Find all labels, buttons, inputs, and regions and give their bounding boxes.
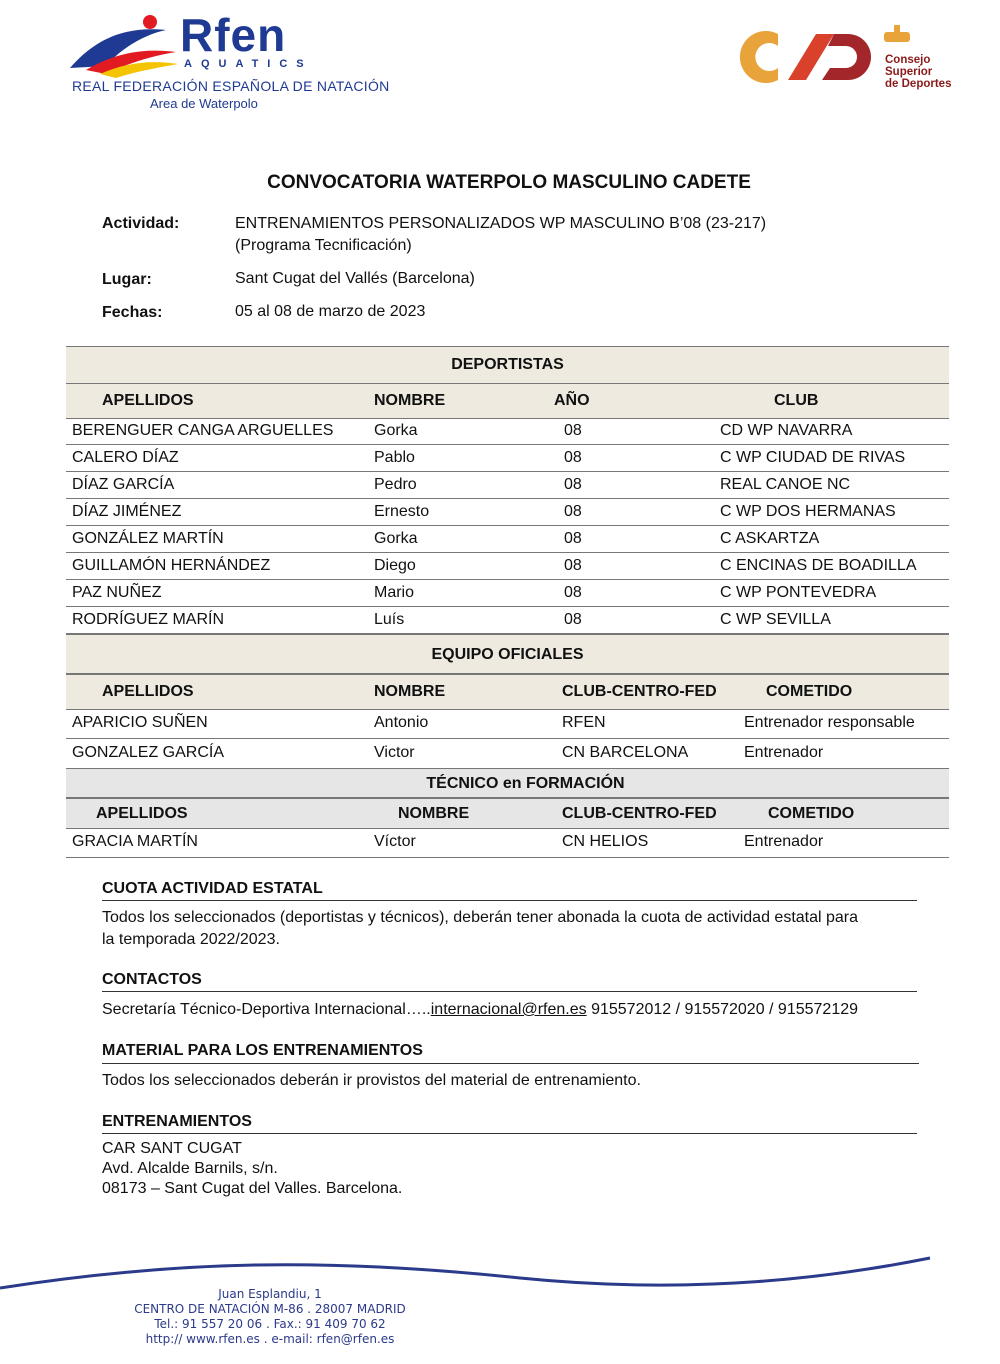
header-ano: AÑO <box>554 392 590 409</box>
table-row <box>66 553 949 580</box>
table-cell: Pablo <box>374 449 415 466</box>
table-cell: GUILLAMÓN HERNÁNDEZ <box>72 557 271 574</box>
table-cell: GRACIA MARTÍN <box>72 833 198 850</box>
fechas-label: Fechas: <box>102 304 163 321</box>
oficiales-title: EQUIPO OFICIALES <box>431 646 584 663</box>
table-cell: C WP PONTEVEDRA <box>720 584 877 601</box>
contactos-title: CONTACTOS <box>102 971 202 988</box>
table-cell: 08 <box>564 503 582 520</box>
table-cell: Luís <box>374 611 405 628</box>
rfen-aquatics-text: AQUATICS <box>184 58 313 70</box>
address-line-3: 08173 – Sant Cugat del Valles. Barcelona. <box>102 1180 403 1197</box>
formacion-title-band <box>66 768 949 798</box>
table-cell: 08 <box>564 557 582 574</box>
table-cell: C WP SEVILLA <box>720 611 831 628</box>
table-cell: Antonio <box>374 714 429 731</box>
table-cell: CN BARCELONA <box>562 744 689 761</box>
cuota-title: CUOTA ACTIVIDAD ESTATAL <box>102 880 323 897</box>
header-apellidos: APELLIDOS <box>96 805 188 822</box>
footer-line-1: Juan Esplandiu, 1 <box>218 1287 322 1301</box>
deportistas-title: DEPORTISTAS <box>451 356 564 373</box>
header-nombre: NOMBRE <box>374 683 446 700</box>
cuota-text-2: la temporada 2022/2023. <box>102 931 280 948</box>
table-cell: Gorka <box>374 422 418 439</box>
material-text: Todos los seleccionados deberán ir provistos del material de entrenamiento. <box>102 1072 641 1089</box>
entrenamientos-address <box>102 1139 922 1199</box>
lugar-label: Lugar: <box>102 271 152 288</box>
table-cell: Victor <box>374 744 415 761</box>
contact-email-link[interactable]: internacional@rfen.es <box>430 1001 587 1018</box>
table-cell: Entrenador <box>744 744 824 761</box>
table-cell: RFEN <box>562 714 606 731</box>
oficiales-title-band <box>66 634 949 674</box>
actividad-label: Actividad: <box>102 215 180 232</box>
table-cell: C ENCINAS DE BOADILLA <box>720 557 917 574</box>
fechas-value: 05 al 08 de marzo de 2023 <box>235 303 426 320</box>
table-cell: Ernesto <box>374 503 430 520</box>
table-cell: APARICIO SUÑEN <box>72 714 208 731</box>
contactos-phones: 915572012 / 915572020 / 915572129 <box>586 1001 859 1018</box>
address-line-2: Avd. Alcalde Barnils, s/n. <box>102 1160 278 1177</box>
header-apellidos: APELLIDOS <box>102 683 194 700</box>
contactos-prefix: Secretaría Técnico-Deportiva Internacional….. <box>102 1001 431 1018</box>
header-apellidos: APELLIDOS <box>102 392 194 409</box>
table-cell: Víctor <box>374 833 416 850</box>
table-cell: C ASKARTZA <box>720 530 820 547</box>
table-cell: Pedro <box>374 476 417 493</box>
material-title: MATERIAL PARA LOS ENTRENAMIENTOS <box>102 1042 423 1059</box>
table-row <box>66 607 949 634</box>
rfen-brand-text: Rfen <box>180 9 287 61</box>
header-nombre: NOMBRE <box>374 392 446 409</box>
footer-line-4: http:// www.rfen.es . e-mail: rfen@rfen.es <box>145 1332 395 1346</box>
formacion-header-row <box>66 798 949 829</box>
table-cell: GONZÁLEZ MARTÍN <box>72 530 224 547</box>
table-cell: 08 <box>564 449 582 466</box>
cuota-text-1: Todos los seleccionados (deportistas y técnicos), deberán tener abonada la cuota de actividad estatal para <box>102 909 859 926</box>
footer-line-2: CENTRO DE NATACIÓN M-86 . 28007 MADRID <box>134 1302 406 1316</box>
entrenamientos-divider <box>102 1133 917 1134</box>
table-cell: CD WP NAVARRA <box>720 422 853 439</box>
table-cell: Diego <box>374 557 416 574</box>
header-club-centro-fed: CLUB-CENTRO-FED <box>562 805 717 822</box>
lugar-value: Sant Cugat del Vallés (Barcelona) <box>235 270 475 287</box>
oficiales-header-row <box>66 674 949 710</box>
table-cell: BERENGUER CANGA ARGUELLES <box>72 422 334 439</box>
contactos-divider <box>102 991 917 992</box>
header-cometido: COMETIDO <box>768 805 855 822</box>
table-cell: CALERO DÍAZ <box>72 449 179 466</box>
table-cell: RODRÍGUEZ MARÍN <box>72 611 224 628</box>
csd-text <box>885 54 951 90</box>
table-cell: CN HELIOS <box>562 833 649 850</box>
header-club-centro-fed: CLUB-CENTRO-FED <box>562 683 717 700</box>
table-cell: Entrenador responsable <box>744 714 915 731</box>
table-cell: GONZALEZ GARCÍA <box>72 744 225 761</box>
table-cell: 08 <box>564 584 582 601</box>
entrenamientos-title: ENTRENAMIENTOS <box>102 1113 252 1130</box>
table-cell: 08 <box>564 476 582 493</box>
header-cometido: COMETIDO <box>766 683 853 700</box>
header-club: CLUB <box>774 392 819 409</box>
table-row <box>66 709 949 739</box>
table-cell: Entrenador <box>744 833 824 850</box>
table-row <box>66 526 949 553</box>
actividad-value-1: ENTRENAMIENTOS PERSONALIZADOS WP MASCULINO B’08 (23-217) <box>235 215 767 232</box>
table-row <box>66 580 949 607</box>
table-row <box>66 472 949 499</box>
deportistas-header-row <box>66 383 949 419</box>
table-cell: 08 <box>564 422 582 439</box>
table-cell: DÍAZ JIMÉNEZ <box>72 503 182 520</box>
page-title: CONVOCATORIA WATERPOLO MASCULINO CADETE <box>267 172 751 193</box>
table-cell: REAL CANOE NC <box>720 476 851 493</box>
table-cell: DÍAZ GARCÍA <box>72 476 175 493</box>
table-row <box>66 418 949 445</box>
table-row <box>66 499 949 526</box>
actividad-value-2: (Programa Tecnificación) <box>235 237 412 254</box>
csd-line-2: Superior <box>885 66 933 78</box>
federation-name: REAL FEDERACIÓN ESPAÑOLA DE NATACIÓN <box>72 78 390 94</box>
footer-line-3: Tel.: 91 557 20 06 . Fax.: 91 409 70 62 <box>154 1317 386 1331</box>
formacion-title: TÉCNICO en FORMACIÓN <box>426 775 625 792</box>
contactos-text <box>102 999 922 1021</box>
table-cell: 08 <box>564 611 582 628</box>
table-cell: Gorka <box>374 530 418 547</box>
material-divider <box>102 1063 919 1064</box>
table-cell: C WP DOS HERMANAS <box>720 503 896 520</box>
table-row <box>66 445 949 472</box>
csd-line-3: de Deportes <box>885 78 952 90</box>
csd-line-1: Consejo <box>885 54 931 66</box>
table-cell: PAZ NUÑEZ <box>72 584 162 601</box>
table-row <box>66 828 949 858</box>
header-nombre: NOMBRE <box>398 805 470 822</box>
table-row <box>66 739 949 769</box>
address-line-1: CAR SANT CUGAT <box>102 1140 242 1157</box>
deportistas-title-band <box>66 346 949 384</box>
table-cell: Mario <box>374 584 415 601</box>
table-cell: C WP CIUDAD DE RIVAS <box>720 449 906 466</box>
area-name: Area de Waterpolo <box>150 96 258 111</box>
table-cell: 08 <box>564 530 582 547</box>
cuota-divider <box>102 900 917 901</box>
